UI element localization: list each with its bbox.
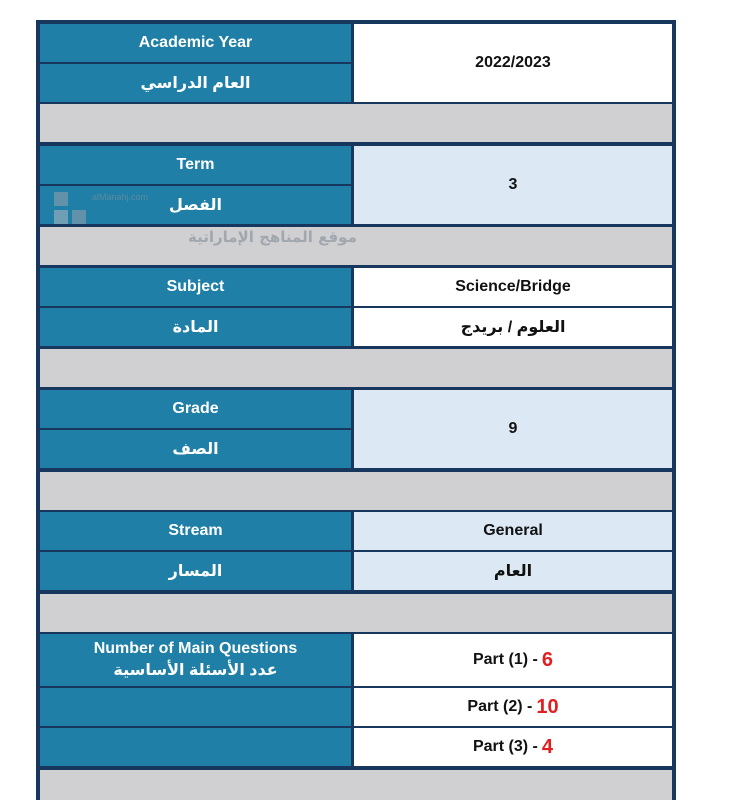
subject-label-en: Subject: [40, 268, 351, 306]
watermark-arabic: موقع المناهج الإماراتية: [188, 228, 357, 246]
stream-label-en: Stream: [40, 512, 351, 550]
part-label: Part (2) -: [467, 698, 533, 715]
subject-label-ar: المادة: [40, 308, 351, 346]
term-label-ar: الفصل: [40, 186, 351, 224]
info-table: [36, 20, 676, 800]
watermark-url: alManahj.com: [92, 192, 149, 202]
grade-value: 9: [354, 390, 672, 468]
questions-label-blank: [40, 688, 351, 726]
subject-value-ar: العلوم / بريدج: [354, 308, 672, 346]
academic-year-label-en: Academic Year: [40, 24, 351, 62]
separator-row: [40, 472, 672, 510]
part-3-value: [354, 728, 672, 766]
questions-label-blank: [40, 728, 351, 766]
term-value: 3: [354, 146, 672, 224]
separator-row: [40, 227, 672, 265]
subject-value-en: Science/Bridge: [354, 268, 672, 306]
stream-label-ar: المسار: [40, 552, 351, 590]
questions-label: [40, 634, 351, 686]
questions-label-ar: عدد الأسئلة الأساسية: [113, 662, 278, 679]
grade-label-ar: الصف: [40, 430, 351, 468]
grade-label-en: Grade: [40, 390, 351, 428]
part-count: 6: [541, 648, 554, 671]
academic-year-label-ar: العام الدراسي: [40, 64, 351, 102]
stream-value-ar: العام: [354, 552, 672, 590]
part-count: 10: [536, 695, 559, 718]
term-label-en: Term: [40, 146, 351, 184]
part-label: Part (1) -: [472, 651, 538, 668]
stream-value-en: General: [354, 512, 672, 550]
part-count: 4: [541, 735, 554, 758]
separator-row: [40, 104, 672, 142]
separator-row: [40, 349, 672, 387]
separator-row: [40, 594, 672, 632]
questions-label-en: Number of Main Questions: [93, 640, 298, 657]
part-1-value: [354, 634, 672, 686]
academic-year-value: 2022/2023: [354, 24, 672, 102]
part-2-value: [354, 688, 672, 726]
separator-row: [40, 770, 672, 800]
part-label: Part (3) -: [472, 738, 538, 755]
